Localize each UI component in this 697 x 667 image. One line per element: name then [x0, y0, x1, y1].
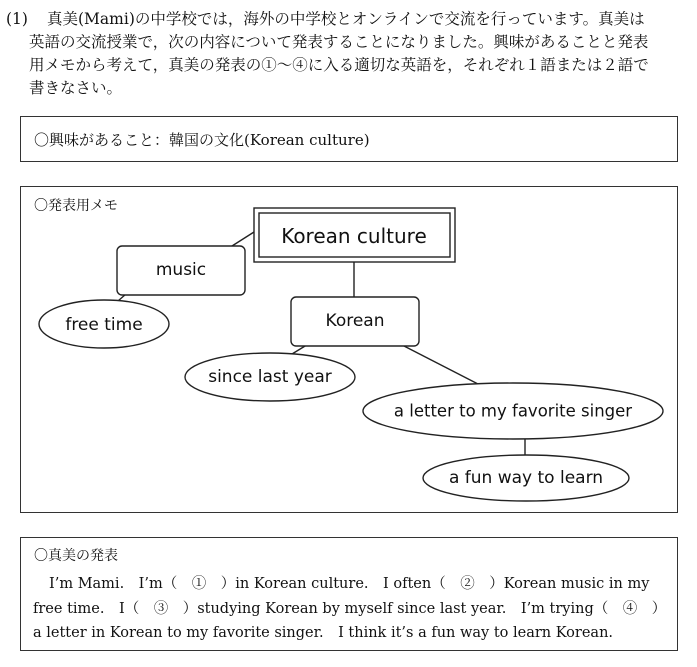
speech-line: free time. I（ ③ ）studying Korean by myself since last year. I’m trying（ ④ ）	[33, 600, 667, 617]
music-node-text: music	[155, 260, 207, 280]
since-last-year-node-text: since last year	[208, 367, 332, 387]
speech-text	[33, 572, 673, 646]
free-time-node-text: free time	[65, 315, 143, 335]
fun-way-node-text: a fun way to learn	[448, 468, 604, 488]
speech-box	[20, 537, 678, 651]
question-line: 英語の交流授業で，次の内容について発表することになりました。興味があることと発表	[29, 33, 649, 51]
question-line: 用メモから考えて，真美の発表の①～④に入る適切な英語を，それぞれ１語または２語で	[29, 56, 649, 74]
memo-label: 〇発表用メモ	[34, 198, 118, 214]
speech-label: 〇真美の発表	[34, 548, 118, 564]
question-line: 真美(Mami)の中学校では，海外の中学校とオンラインで交流を行っています。真美は	[47, 10, 645, 28]
letter-node-text: a letter to my favorite singer	[393, 401, 633, 421]
center-node-text: Korean culture	[281, 224, 427, 248]
connector-line	[404, 346, 478, 384]
speech-line: I’m Mami. I’m（ ① ）in Korean culture. I often（ ② ）Korean music in my	[49, 576, 650, 592]
speech-line: a letter in Korean to my favorite singer. I think it’s a fun way to learn Korean.	[33, 625, 614, 641]
question-number: (1)	[6, 10, 28, 28]
interest-label: 〇興味があること：韓国の文化(Korean culture)	[34, 131, 370, 149]
connector-line	[232, 232, 254, 246]
question-line: 書きなさい。	[29, 79, 123, 97]
korean-node-text: Korean	[325, 311, 385, 331]
